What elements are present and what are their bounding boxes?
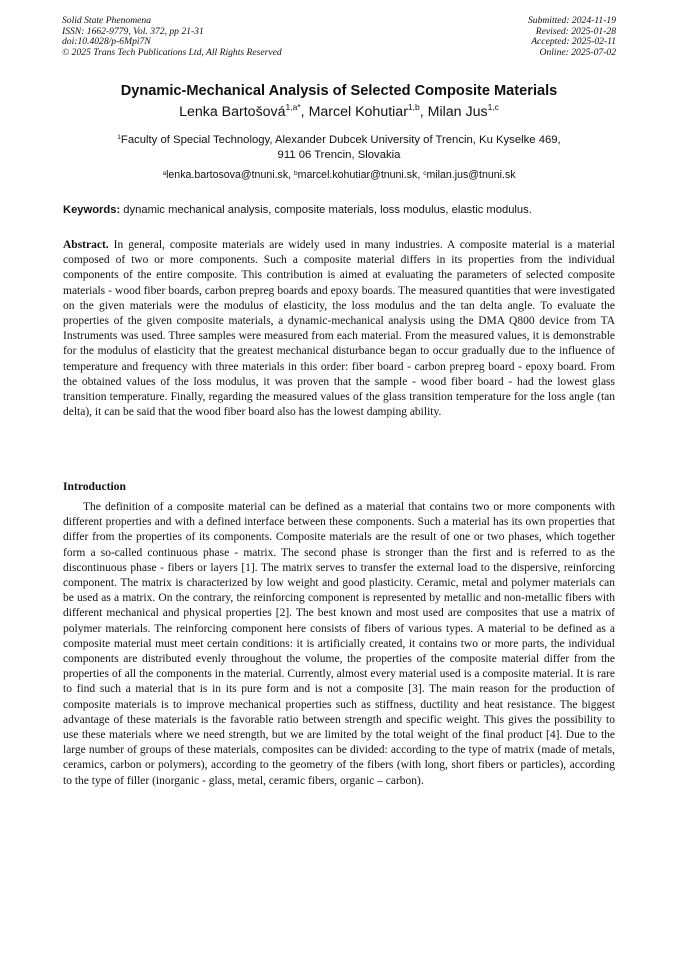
section-heading: Introduction (63, 480, 126, 493)
author-name: Marcel Kohutiar (308, 104, 408, 120)
abstract (63, 238, 615, 420)
email[interactable] (423, 169, 515, 181)
accepted-date: Accepted: 2025-02-11 (531, 36, 616, 48)
abstract-label: Abstract. (63, 239, 109, 251)
abstract-text: In general, composite materials are widely used in many industries. A composite material is a material composed of two or more components. Such a composite material differs in its properties from the individual components of the entire composite. This contribution is aimed at evaluating the parameters of selected composite materials - wood fiber boards, carbon prepreg boards and epoxy boards. The measured quantities that were investigated on the given materials were the modulus of elasticity, the loss modulus and the tan delta angle. To evaluate the properties of the given composite materials, a dynamic-mechanical analysis using the DMA Q800 device from TA Instruments was used. Three samples were measured from each material. From the measured values, it is demonstrable for the modulus of elasticity that the greatest mechanical disturbance began to occur gradually due to the influence of temperature and frequency with three materials in this order: fiber board - carbon prepreg board - epoxy board. From the obtained values of the loss modulus, it was proven that the sample - wood fiber board - had the lowest glass transition temperature. Finally, regarding the measured values of the glass transition temperature for the loss angle (tan delta), it can be said that the wood fiber board also has the lowest damping ability. (63, 239, 615, 419)
author-affiliation-mark: 1,c (487, 102, 499, 112)
author (309, 104, 428, 120)
author-name: Milan Jus (427, 104, 488, 120)
author-name: Lenka Bartošová (179, 104, 286, 120)
paper-title: Dynamic-Mechanical Analysis of Selected Composite Materials (120, 83, 558, 99)
email-mark: a (162, 170, 167, 177)
copyright-line: © 2025 Trans Tech Publications Ltd, All Rights Reserved (62, 46, 282, 58)
email-address[interactable]: milan.jus@tnuni.sk (426, 169, 516, 181)
author-affiliation-mark: 1,b (407, 102, 420, 112)
keywords-text: dynamic mechanical analysis, composite materials, loss modulus, elastic modulus. (120, 204, 532, 216)
affiliation-line: 911 06 Trencin, Slovakia (277, 148, 401, 161)
issn-line: ISSN: 1662-9779, Vol. 372, pp 21-31 (62, 25, 204, 37)
email-address[interactable]: marcel.kohutiar@tnuni.sk (297, 169, 418, 181)
email-list: $^a$lenka.bartosova@tnuni.sk, $^b$marcel.kohutiar@tnuni.sk, $^c$milan.jus@tnuni.sk (162, 169, 516, 181)
keywords (63, 204, 615, 216)
email-mark: c (423, 170, 427, 177)
journal-info (62, 16, 282, 58)
email[interactable] (294, 169, 417, 181)
author-separator: , (419, 104, 428, 120)
journal-name: Solid State Phenomena (62, 15, 151, 26)
email-mark: b (294, 170, 298, 177)
email-address[interactable]: lenka.bartosova@tnuni.sk (166, 169, 289, 181)
publication-dates (528, 16, 616, 58)
author-separator: , (300, 104, 309, 120)
author-affiliation-mark: 1,a* (285, 102, 301, 112)
submitted-date: Submitted: 2024-11-19 (527, 15, 616, 26)
revised-date: Revised: 2025-01-28 (535, 25, 616, 37)
introduction-paragraph: The definition of a composite material can be defined as a material that contains two or more components with different properties and with a defined interface between these components. Such a material has its own properties that differ from the properties of its components. Composite materials are the result of one or two phases, which together form a so-called continuous phase - matrix. The second phase is stronger than the first and is referred to as the discontinuous phase - fibers or layers [1]. The matrix serves to transfer the external load to the dispersive, reinforcing component. The matrix is characterized by low weight and good plasticity. Ceramic, metal and polymer materials can be used as a matrix. On the contrary, the reinforcing component is represented by metallic and non-metallic fibers with different mechanical and physical properties [2]. The best known and most used are composites that use a matrix of polymer materials. The reinforcing component here consists of fibers of various types. A material to be defined as a composite material must meet certain conditions: it is artificially created, it contains two or more parts, the individual components are distributed evenly throughout the volume, the properties of the composite material differ from the properties of all the components in the material. Currently, almost every material used is a composite material. It is rare to find such a material that is in its pure form and is not a composite [3]. The main reason for the production of composite materials is to improve mechanical properties such as stiffness, ductility and heat resistance. The biggest advantage of these materials is the favorable ratio between strength and specific weight. This gives the possibility to use these materials where we need strength, but we are limited by the total weight of the final product [4]. Due to the large number of groups of these materials, composites can be divided: according to the type of matrix (made of metals, ceramics, carbon or polymers), according to the geometry of the fibers (with long, short fibers or particles), according to the type of filler (inorganic - glass, metal, ceramic fibers, organic – carbon). (63, 501, 615, 787)
keywords-label: Keywords: (63, 204, 121, 216)
online-date: Online: 2025-07-02 (539, 46, 616, 58)
author (179, 104, 309, 120)
author-list (40, 104, 638, 120)
doi-line: doi:10.4028/p-6Mpi7N (62, 36, 151, 48)
author (428, 104, 499, 120)
affiliation (60, 133, 618, 162)
email[interactable] (162, 169, 288, 181)
affiliation-line: $^1$Faculty of Special Technology, Alexander Dubcek University of Trencin, Ku Kyselke 469, (117, 134, 561, 146)
affiliation-mark: 1 (117, 134, 121, 141)
